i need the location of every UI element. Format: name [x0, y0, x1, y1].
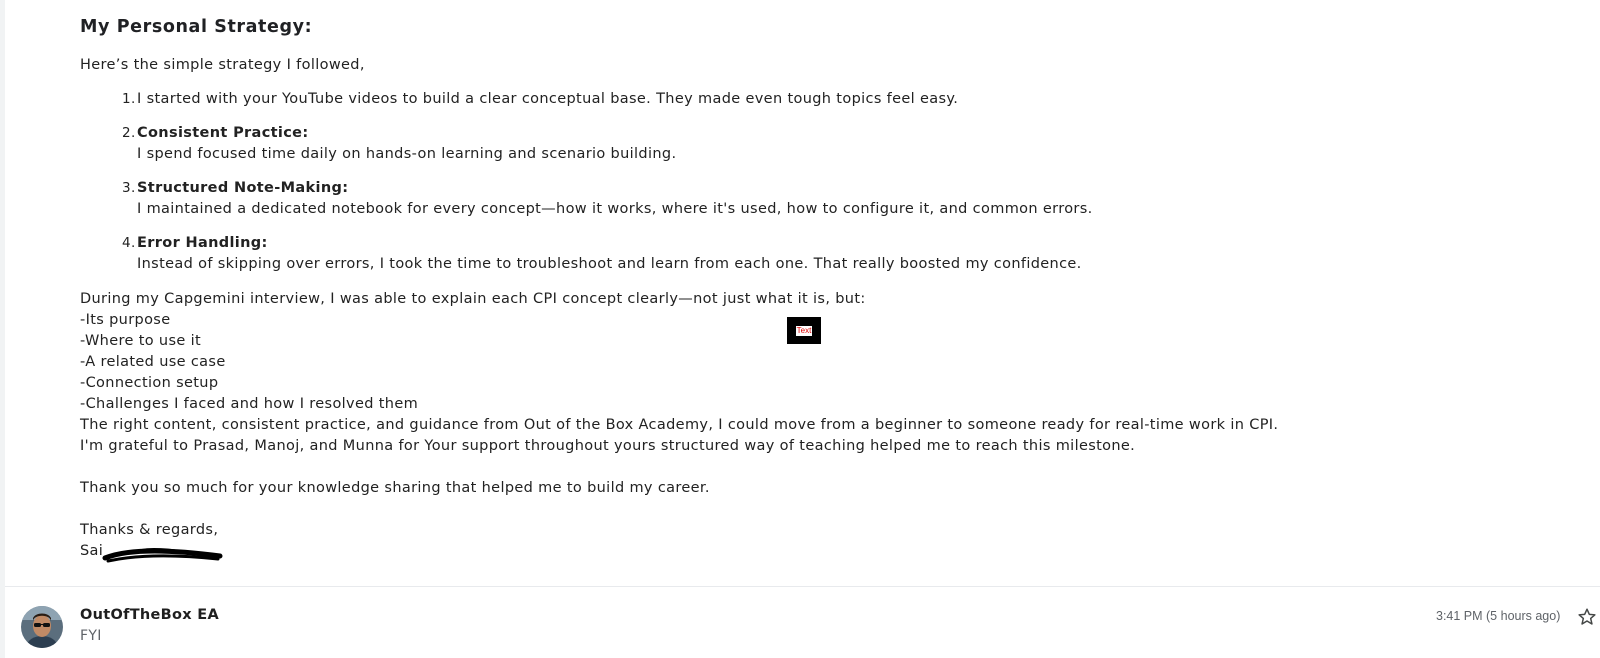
- list-item: [122, 123, 309, 144]
- point-item: -Where to use it: [80, 333, 202, 349]
- redaction-scribble: [100, 542, 225, 566]
- list-item-title: Structured Note-Making:: [137, 180, 349, 196]
- thanks-text: Thank you so much for your knowledge sharing that helped me to build my career.: [80, 480, 710, 496]
- list-item: [122, 89, 959, 110]
- closing-text: The right content, consistent practice, and guidance from Out of the Box Academy, I could move from a beginner to someone ready for real-time work in CPI.: [80, 417, 1279, 433]
- section-heading: My Personal Strategy:: [80, 17, 313, 37]
- closing-text: I'm grateful to Prasad, Manoj, and Munna for Your support throughout yours structured way of teaching helped me to reach this milestone.: [80, 438, 1136, 454]
- list-item-text: I maintained a dedicated notebook for every concept—how it works, where it's used, how to configure it, and common errors.: [137, 201, 1093, 217]
- list-item: [122, 233, 268, 254]
- point-item: -Its purpose: [80, 312, 171, 328]
- list-item-text: I spend focused time daily on hands-on learning and scenario building.: [137, 146, 677, 162]
- list-item-text: I started with your YouTube videos to build a clear conceptual base. They made even tough topics feel easy.: [137, 91, 959, 107]
- message-divider: [5, 586, 1600, 587]
- avatar[interactable]: [21, 606, 63, 648]
- list-item-text: Instead of skipping over errors, I took the time to troubleshoot and learn from each one. That really boosted my confidence.: [137, 256, 1082, 272]
- interview-text: During my Capgemini interview, I was able to explain each CPI concept clearly—not just what it is, but:: [80, 291, 866, 307]
- point-item: -Connection setup: [80, 375, 219, 391]
- left-border: [0, 0, 5, 658]
- message-time: 3:41 PM (5 hours ago): [1436, 609, 1561, 623]
- list-item: [122, 178, 349, 199]
- text-annotation-label: Text: [796, 325, 812, 335]
- list-number: 2.: [122, 125, 136, 141]
- avatar-photo-icon: [21, 606, 63, 648]
- list-item-title: Error Handling:: [137, 235, 268, 251]
- point-item: -Challenges I faced and how I resolved them: [80, 396, 419, 412]
- text-annotation-stamp: [787, 317, 821, 344]
- intro-text: Here’s the simple strategy I followed,: [80, 57, 365, 73]
- sender-name[interactable]: OutOfTheBox EA: [80, 607, 220, 623]
- star-outline-icon[interactable]: [1576, 606, 1598, 628]
- message-snippet[interactable]: FYI: [80, 628, 102, 644]
- list-number: 4.: [122, 235, 136, 251]
- list-item-title: Consistent Practice:: [137, 125, 309, 141]
- list-number: 1.: [122, 91, 136, 107]
- signoff-text: Thanks & regards,: [80, 522, 219, 538]
- point-item: -A related use case: [80, 354, 226, 370]
- signature-text: Sai: [80, 543, 104, 559]
- list-number: 3.: [122, 180, 136, 196]
